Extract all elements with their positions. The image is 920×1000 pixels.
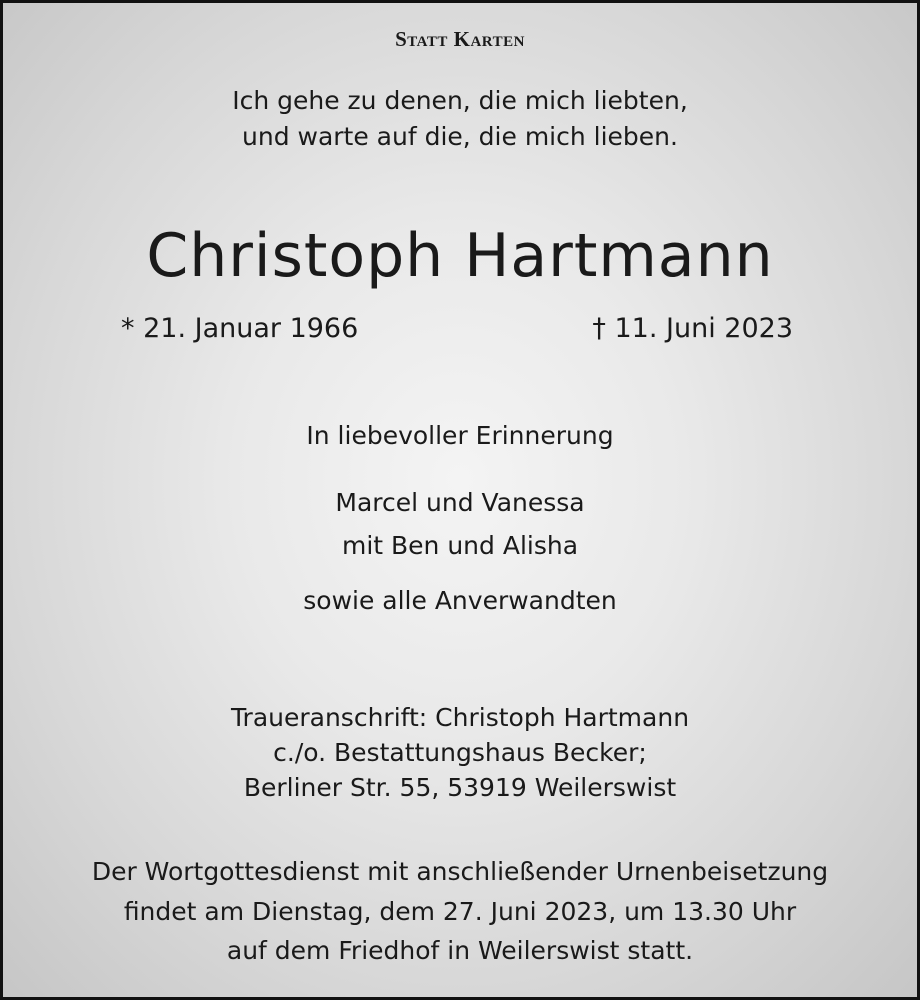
service-line-2: findet am Dienstag, dem 27. Juni 2023, um 13.30 Uhr [123, 897, 797, 926]
deceased-name: Christoph Hartmann [146, 221, 774, 291]
memory-line: In liebevoller Erinnerung [306, 421, 614, 450]
address-line-2: c./o. Bestattungshaus Becker; [273, 738, 647, 767]
motto-line-1: Ich gehe zu denen, die mich liebten, [232, 86, 688, 115]
address-line-1: Traueranschrift: Christoph Hartmann [230, 703, 690, 732]
death-date: † 11. Juni 2023 [592, 313, 793, 344]
relatives-line: sowie alle Anverwandten [303, 586, 617, 615]
notice-header: Statt Karten [395, 27, 525, 51]
address-line-3: Berliner Str. 55, 53919 Weilerswist [243, 773, 677, 802]
birth-date: * 21. Januar 1966 [121, 313, 359, 344]
service-line-3: auf dem Friedhof in Weilerswist statt. [226, 936, 694, 965]
motto-line-2: und warte auf die, die mich lieben. [242, 122, 678, 151]
family-line-1: Marcel und Vanessa [335, 488, 585, 517]
family-line-2: mit Ben und Alisha [341, 531, 579, 560]
service-line-1: Der Wortgottesdienst mit anschließender Urnenbeisetzung [91, 857, 829, 886]
